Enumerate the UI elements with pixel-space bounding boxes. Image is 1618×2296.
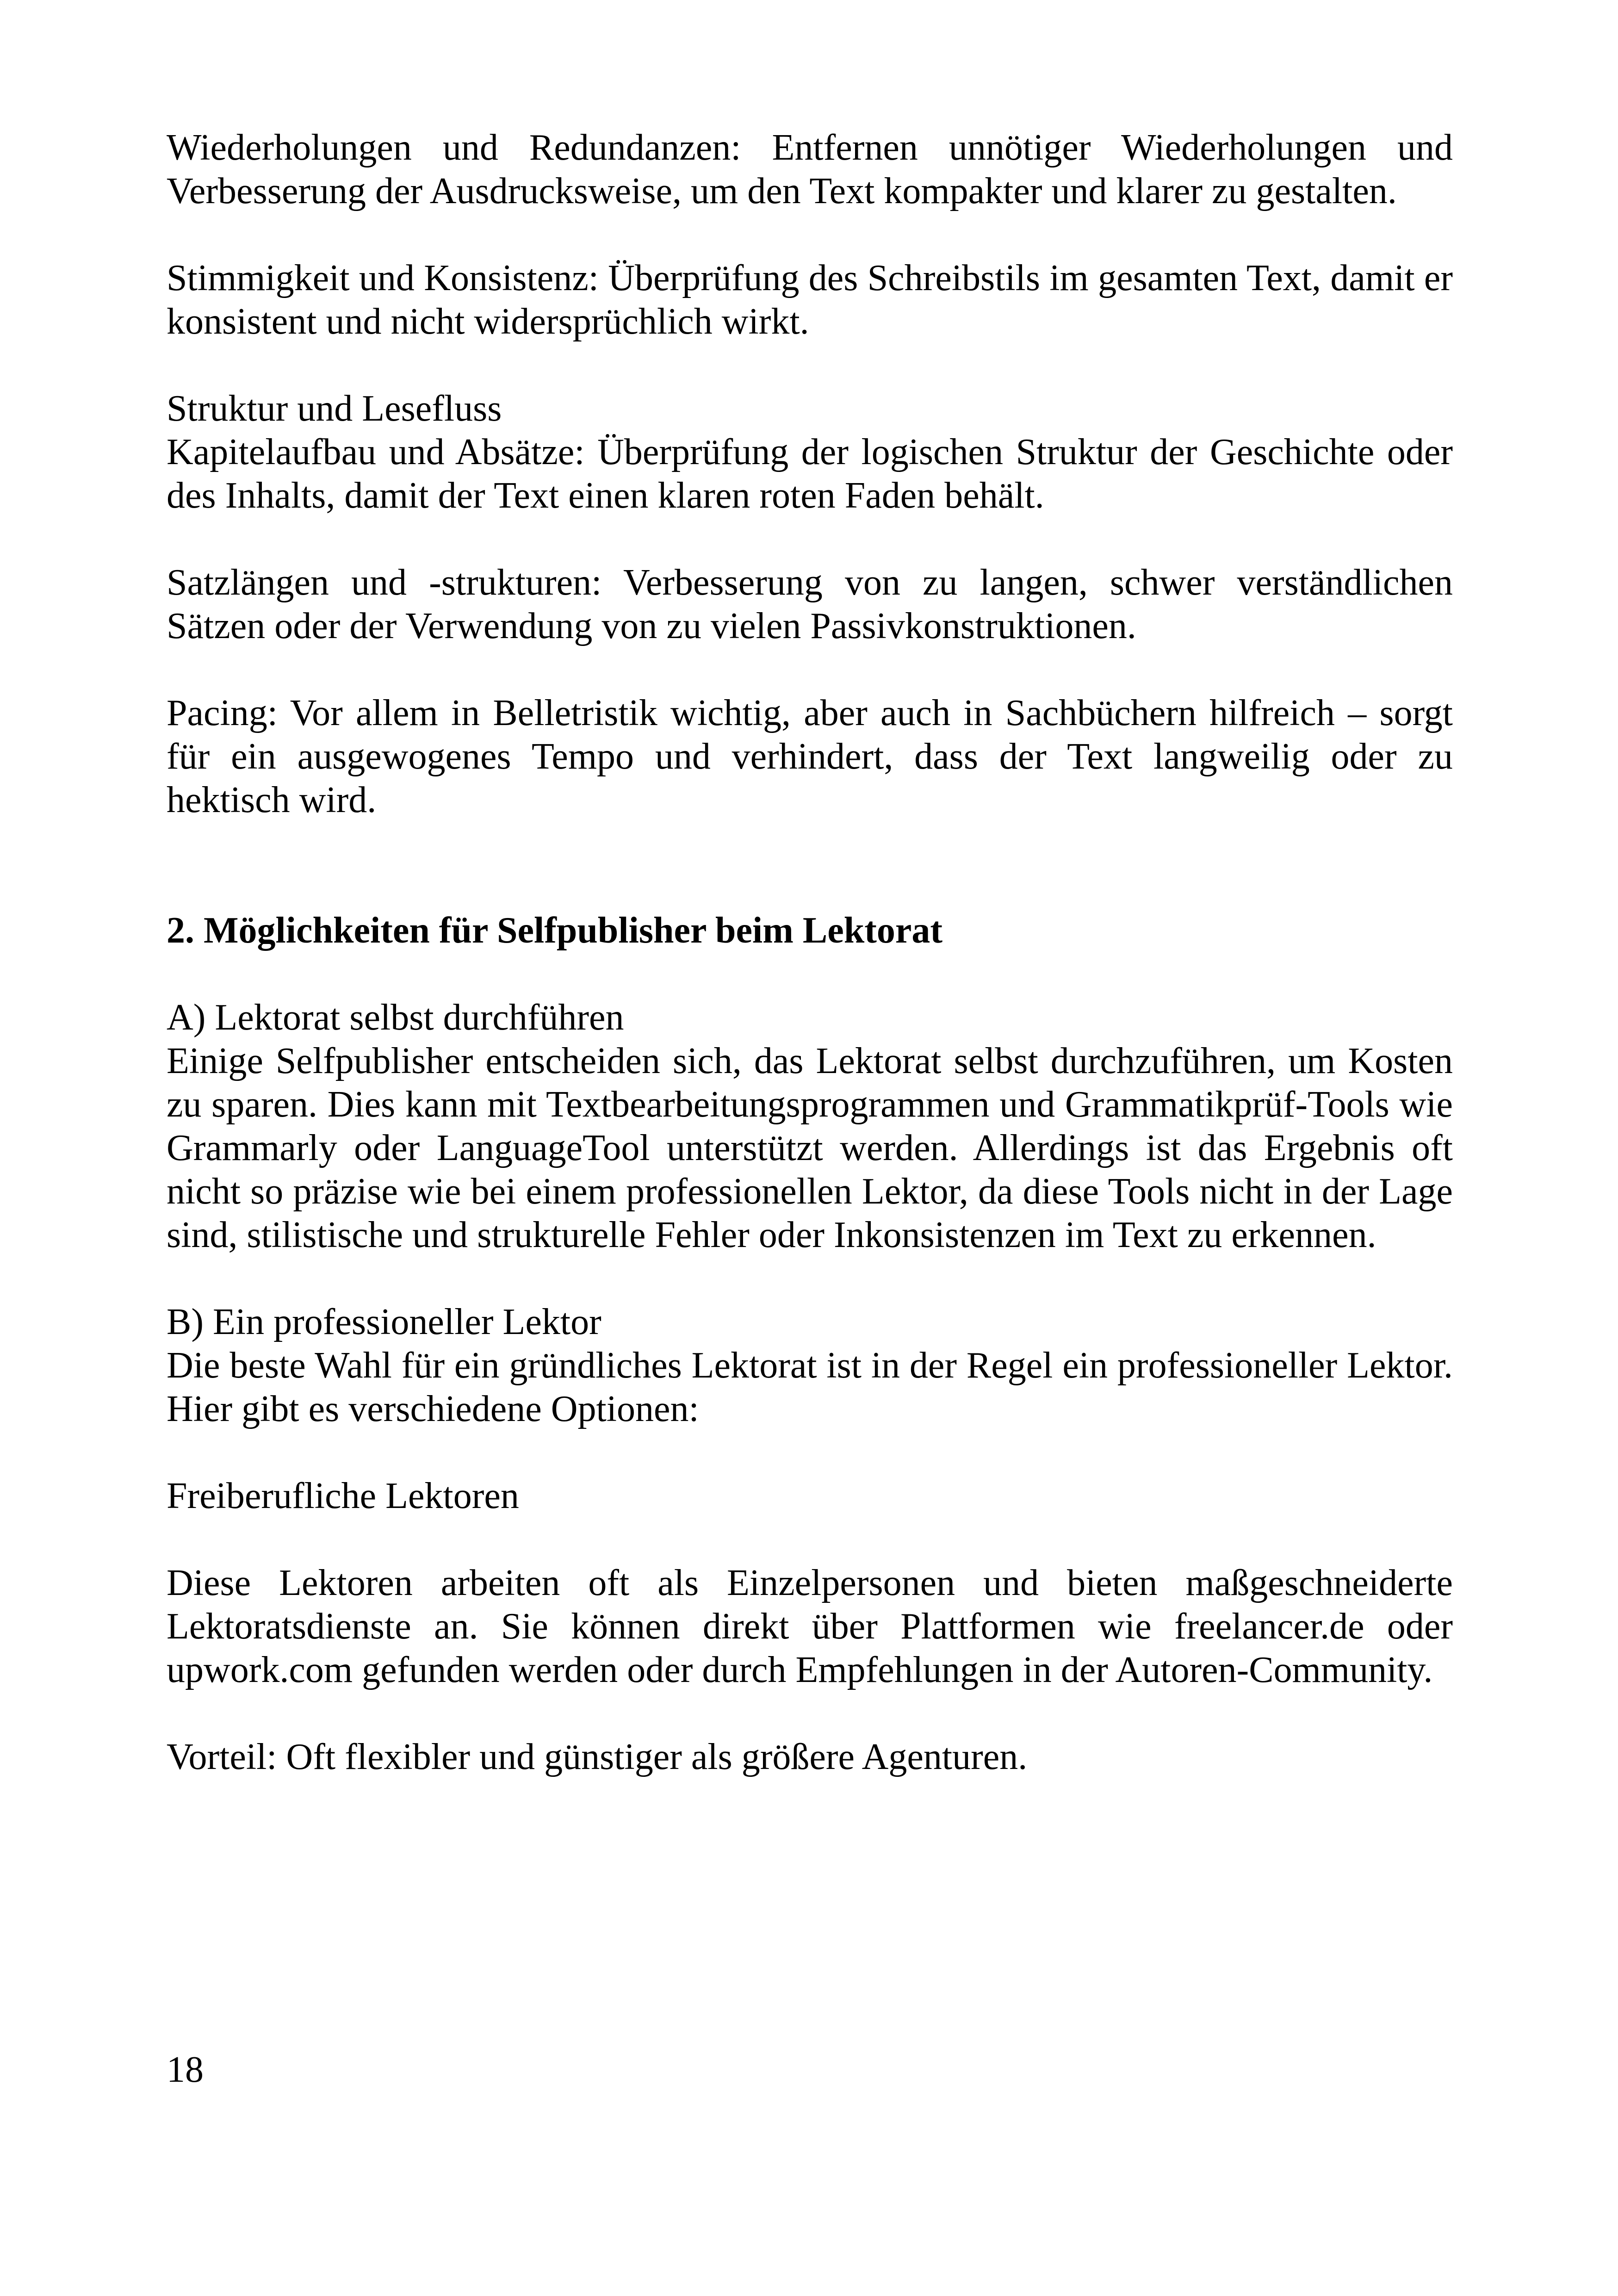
paragraph-lead-option-a: A) Lektorat selbst durchführen — [167, 997, 624, 1038]
paragraph-satzlaengen: Satzlängen und -strukturen: Verbesserung von zu langen, schwer verständlichen Sätzen oder der Verwendung von zu vielen Passivkonstruktionen. — [167, 562, 1453, 646]
paragraph-body-option-a: Einige Selfpublisher entscheiden sich, das Lektorat selbst durchzuführen, um Kosten zu sparen. Dies kann mit Textbearbeitungsprogrammen und Grammatikprüf-Tools wie Grammarly oder LanguageTool unterstützt werden. Allerdings ist das Ergebnis oft nicht so präzise wie bei einem professionellen Lektor, da diese Tools nicht in der Lage sind, stilistische und strukturelle Fehler oder Inkonsistenzen im Text zu erkennen. — [167, 1041, 1453, 1255]
paragraph-stimmigkeit: Stimmigkeit und Konsistenz: Überprüfung des Schreibstils im gesamten Text, damit er konsistent und nicht widersprüchlich wirkt. — [167, 258, 1453, 342]
paragraph-professioneller-lektor — [167, 1300, 1453, 1431]
page-content — [167, 126, 1453, 1822]
paragraph-diese-lektoren: Diese Lektoren arbeiten oft als Einzelpersonen und bieten maßgeschneiderte Lektoratsdienste an. Sie können direkt über Plattformen wie freelancer.de oder upwork.com gefunden werden oder durch Empfehlungen in der Autoren-Community. — [167, 1563, 1453, 1690]
paragraph-lektorat-selbst — [167, 996, 1453, 1257]
paragraph-body-struktur: Kapitelaufbau und Absätze: Überprüfung der logischen Struktur der Geschichte oder des Inhalts, damit der Text einen klaren roten Faden behält. — [167, 432, 1453, 516]
paragraph-lead-struktur: Struktur und Lesefluss — [167, 388, 502, 429]
section-heading-moeglichkeiten: 2. Möglichkeiten für Selfpublisher beim Lektorat — [167, 910, 943, 951]
paragraph-lead-option-b: B) Ein professioneller Lektor — [167, 1302, 601, 1342]
paragraph-wiederholungen: Wiederholungen und Redundanzen: Entfernen unnötiger Wiederholungen und Verbesserung der Ausdrucksweise, um den Text kompakter und klarer zu gestalten. — [167, 127, 1453, 211]
page-number: 18 — [167, 2049, 204, 2090]
paragraph-freiberufliche-lektoren: Freiberufliche Lektoren — [167, 1476, 519, 1516]
paragraph-vorteil: Vorteil: Oft flexibler und günstiger als größere Agenturen. — [167, 1737, 1028, 1777]
paragraph-struktur-lesefluss — [167, 387, 1453, 517]
paragraph-body-option-b: Die beste Wahl für ein gründliches Lektorat ist in der Regel ein professioneller Lektor. Hier gibt es verschiedene Optionen: — [167, 1345, 1453, 1429]
paragraph-pacing: Pacing: Vor allem in Belletristik wichtig, aber auch in Sachbüchern hilfreich – sorgt für ein ausgewogenes Tempo und verhindert, dass der Text langweilig oder zu hektisch wird. — [167, 693, 1453, 820]
